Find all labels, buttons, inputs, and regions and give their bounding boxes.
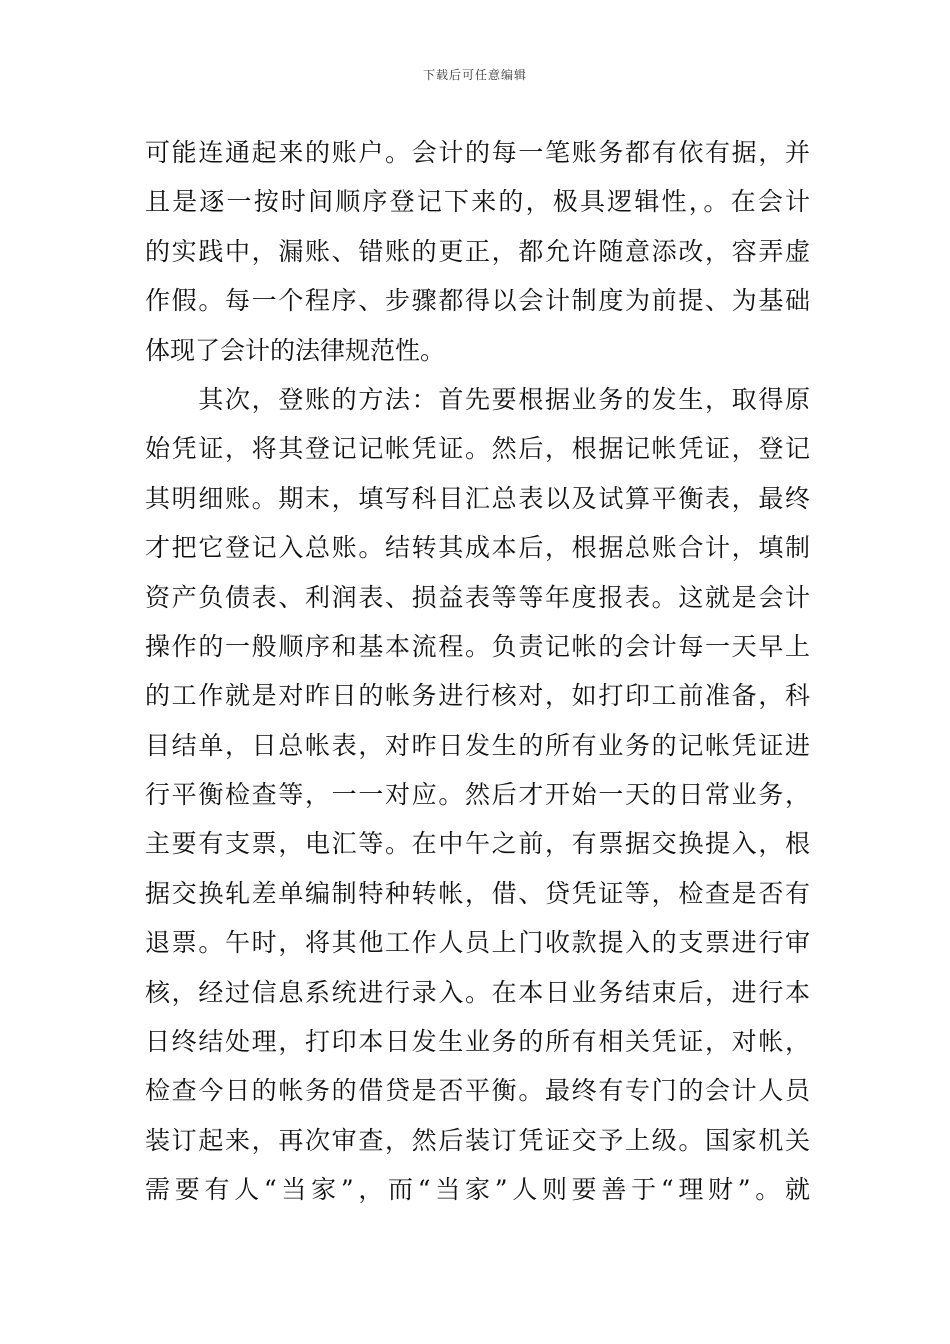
text-line: 据交换轧差单编制特种转帐，借、贷凭证等，检查是否有 [145, 878, 810, 908]
page-header-note: 下载后可任意编辑 [422, 68, 527, 82]
text-line: 行平衡检查等，一一对应。然后才开始一天的日常业务， [145, 780, 810, 810]
text-line: 核，经过信息系统进行录入。在本日业务结束后，进行本 [145, 977, 810, 1007]
text-line: 的工作就是对昨日的帐务进行核对，如打印工前准备，科 [145, 681, 810, 711]
text-line: 操作的一般顺序和基本流程。负责记帐的会计每一天早上 [145, 631, 810, 661]
text-line: 且是逐一按时间顺序登记下来的，极具逻辑性，。在会计 [145, 187, 810, 217]
text-line: 的实践中，漏账、错账的更正，都允许随意添改，容弄虚 [145, 236, 810, 266]
text-line: 退票。午时，将其他工作人员上门收款提入的支票进行审 [145, 928, 810, 958]
text-line: 日终结处理，打印本日发生业务的所有相关凭证，对帐， [145, 1027, 810, 1057]
text-line: 资产负债表、利润表、损益表等等年度报表。这就是会计 [145, 582, 810, 612]
text-line: 其明细账。期末，填写科目汇总表以及试算平衡表，最终 [145, 483, 810, 513]
text-line: 可能连通起来的账户。会计的每一笔账务都有依有据，并 [145, 138, 810, 167]
text-line: 目结单，日总帐表，对昨日发生的所有业务的记帐凭证进 [145, 730, 810, 760]
text-line: 体现了会计的法律规范性。 [145, 335, 446, 365]
text-line: 检查今日的帐务的借贷是否平衡。最终有专门的会计人员 [145, 1076, 810, 1106]
text-line: 其次，登账的方法：首先要根据业务的发生，取得原 [145, 384, 810, 414]
document-body [145, 128, 810, 1215]
text-line: 装订起来，再次审查，然后装订凭证交予上级。国家机关 [145, 1125, 810, 1155]
text-line: 主要有支票，电汇等。在中午之前，有票据交换提入，根 [145, 829, 810, 859]
text-line: 才把它登记入总账。结转其成本后，根据总账合计，填制 [145, 533, 810, 563]
text-line: 需要有人“当家”，而“当家”人则要善于“理财”。就 [145, 1175, 810, 1205]
text-line: 始凭证，将其登记记帐凭证。然后，根据记帐凭证，登记 [145, 434, 810, 464]
text-line: 作假。每一个程序、步骤都得以会计制度为前提、为基础 [145, 286, 810, 316]
